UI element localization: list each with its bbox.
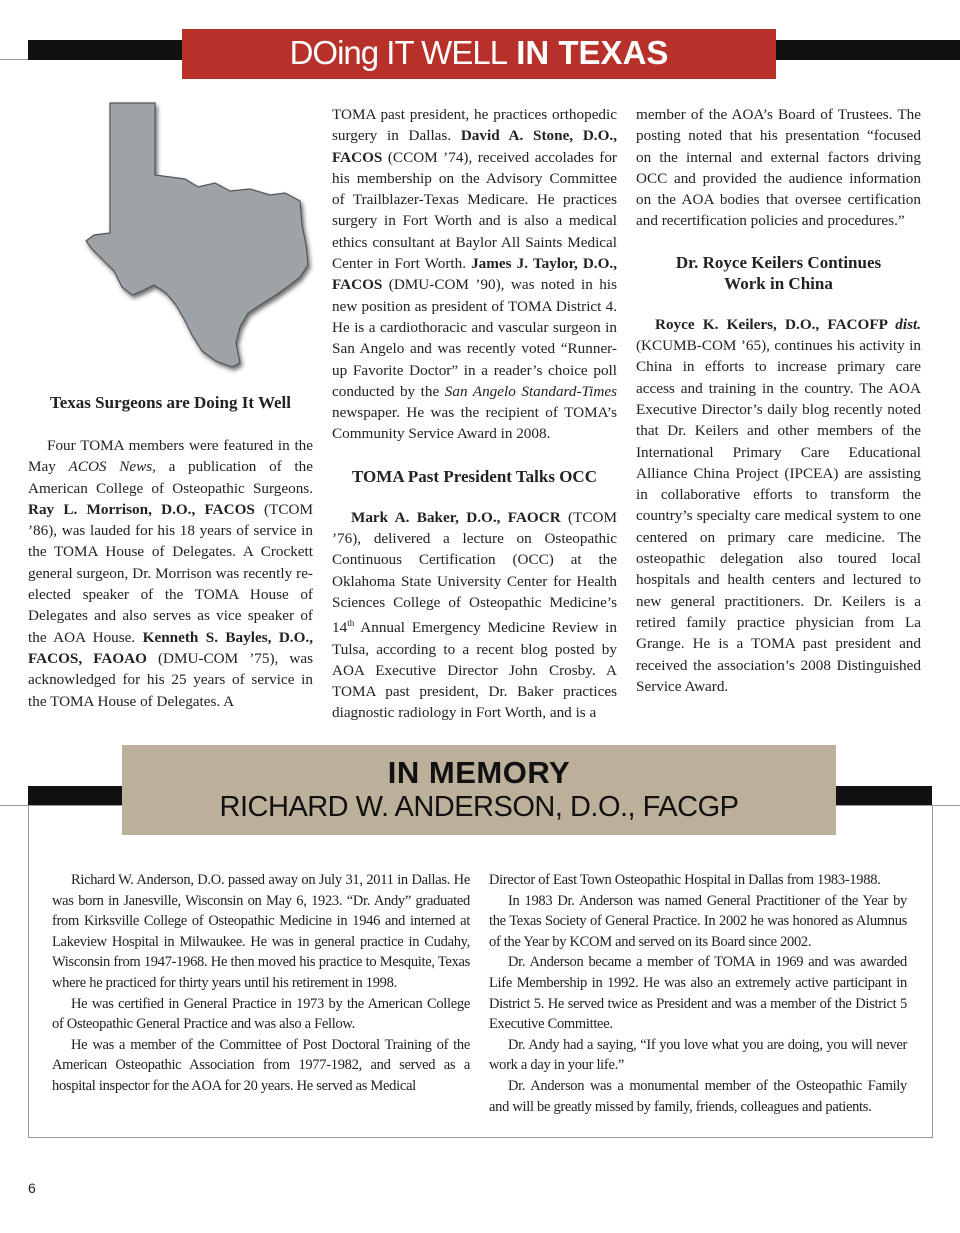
col2-heading: TOMA Past President Talks OCC bbox=[352, 466, 597, 486]
column-1 bbox=[28, 392, 313, 712]
column-2 bbox=[332, 104, 617, 724]
memory-rule-right bbox=[932, 805, 960, 806]
header-banner bbox=[182, 29, 776, 79]
text-run: newspaper. He was the recipient of TOMA’s Community Service Award in 2008. bbox=[332, 404, 617, 443]
header-left-bar bbox=[28, 40, 188, 60]
memory-right-paragraph-1: Director of East Town Osteopathic Hospital in Dallas from 1983-1988. bbox=[489, 872, 881, 888]
col3-heading-line-2: Work in China bbox=[724, 273, 833, 293]
text-run: (TCOM ’86), was lauded for his 18 years of service in the TOMA House of Delegates. A Crockett general surgeon, Dr. Morrison was recently re-elected speaker of the TOMA House of Delegates and also serves as vice speaker of the AOA House. bbox=[28, 500, 313, 646]
memory-left-bar bbox=[28, 786, 128, 806]
header-title-light: DOing IT WELL bbox=[289, 34, 508, 71]
member-name: James J. Taylor, D.O., FACOS bbox=[332, 255, 618, 294]
col2-paragraph-1 bbox=[332, 104, 617, 445]
member-name: Mark A. Baker, D.O., FAOCR bbox=[351, 508, 561, 526]
memory-title: IN MEMORY bbox=[387, 755, 571, 790]
member-name: Royce K. Keilers, D.O., FACOFP bbox=[655, 315, 896, 333]
memory-banner bbox=[122, 745, 836, 835]
ordinal-suffix: th bbox=[347, 618, 355, 629]
publication-name: San Angelo Standard-Times bbox=[444, 382, 617, 400]
text-run: Annual Emergency Medicine Review in Tulsa, according to a recent blog posted by AOA Executive Director John Crosby. A TOMA past president, Dr. Baker practices diagnostic radiology in Fort Worth, and is a bbox=[332, 619, 617, 722]
member-name: Ray L. Morrison, D.O., FACOS bbox=[28, 500, 255, 518]
memory-left-paragraph-1: Richard W. Anderson, D.O. passed away on July 31, 2011 in Dallas. He was born in Janesville, Wisconsin on May 6, 1923. “Dr. Andy” graduated from Kirksville College of Osteopathic Medicine in 1946 and interned at Lakeview Hospital in Milwaukee. He was in general practice in Cudahy, Wisconsin from 1947-1968. He then moved his practice to Mesquite, Texas where he practiced for thirty years until his retirement in 1998. bbox=[52, 872, 470, 991]
text-run: (CCOM ’74), received accolades for his membership on the Advisory Committee of Trailblazer-Texas Medicare. He practices surgery in Fort Worth and is also a medical ethics consultant at Baylor All Saints Medical Center in Fort Worth. bbox=[332, 148, 617, 273]
col1-paragraph bbox=[28, 435, 313, 712]
col1-heading: Texas Surgeons are Doing It Well bbox=[49, 393, 292, 412]
memory-right-bar bbox=[832, 786, 932, 806]
member-name: David A. Stone, D.O., FACOS bbox=[332, 127, 617, 166]
header-right-bar bbox=[770, 40, 960, 60]
text-run: Four TOMA members were featured in the May bbox=[28, 437, 313, 476]
text-run: TOMA past president, he practices orthopedic surgery in Dallas. bbox=[332, 106, 617, 145]
memory-subtitle: RICHARD W. ANDERSON, D.O., FACGP bbox=[219, 791, 739, 823]
memory-column-right bbox=[489, 870, 907, 1117]
texas-map-illustration bbox=[80, 95, 325, 380]
col3-paragraph-2 bbox=[636, 314, 921, 697]
col3-paragraph-1: member of the AOA’s Board of Trustees. The posting noted that his presentation “focused on the internal and external factors driving OCC and provided the audience information on the AOA bodies that oversee certification and recertification policies and procedures.” bbox=[636, 106, 921, 230]
memory-left-paragraph-3: He was a member of the Committee of Post Doctoral Training of the American Osteopathic Association from 1977-1982, and served as a hospital inspector for the AOA for 20 years. He served as Medical bbox=[52, 1036, 470, 1094]
publication-name: ACOS News bbox=[68, 458, 153, 476]
text-run: (TCOM ’76), delivered a lecture on Osteopathic Continuous Certification (OCC) at the Oklahoma State University Center for Health Sciences College of Osteopathic Medicine’s 14 bbox=[332, 508, 617, 637]
memory-rule-left bbox=[0, 805, 28, 806]
memory-right-paragraph-5: Dr. Anderson was a monumental member of the Osteopathic Family and will be greatly missed by family, friends, colleagues and patients. bbox=[489, 1077, 907, 1115]
text-run: (DMU-COM ’75), was acknowledged for his 25 years of service in the TOMA House of Delegates. A bbox=[28, 649, 313, 710]
col3-heading-line-1: Dr. Royce Keilers Continues bbox=[675, 252, 882, 272]
text-run: , a publication of the American College of Osteopathic Surgeons. bbox=[28, 458, 313, 497]
column-3 bbox=[636, 104, 921, 697]
member-name: Kenneth S. Bayles, D.O., FACOS, FAOAO bbox=[28, 628, 314, 667]
memory-right-paragraph-3: Dr. Anderson became a member of TOMA in 1969 and was awarded Life Membership in 1992. He was also an extremely active participant in District 5. He served twice as President and was a member of the District 5 Executive Committee. bbox=[489, 954, 907, 1033]
header-title-bold: IN TEXAS bbox=[516, 34, 669, 71]
page-number: 6 bbox=[28, 1180, 36, 1196]
text-run: (DMU-COM ’90), was noted in his new position as president of TOMA District 4. He is a cardiothoracic and vascular surgeon in San Angelo and was recently voted “Runner-up Favorite Doctor” in a reader’s choice poll conducted by the bbox=[332, 276, 617, 400]
memory-right-paragraph-2: In 1983 Dr. Anderson was named General Practitioner of the Year by the Texas Society of General Practice. In 2002 he was honored as Alumnus of the Year by KCOM and served on its Board since 2002. bbox=[489, 892, 907, 950]
header-rule-left bbox=[0, 59, 28, 60]
memory-column-left bbox=[52, 870, 470, 1097]
distinction-label: dist. bbox=[895, 315, 921, 333]
text-run: (KCUMB-COM ’65), continues his activity in China in efforts to increase primary care access and training in the country. The AOA Executive Director’s daily blog recently noted that Dr. Keilers and other members of the International Primary Care Educational Alliance China Project (IPCEA) are assisting in collaborative efforts to transform the country’s specialty care medical system to one centered on primary care medicine. The osteopathic delegation also toured local hospitals and health centers and lectured to new general practitioners. Dr. Keilers is a retired family practice physician from La Grange. He is a TOMA past president and received the association’s 2008 Distinguished Service Award. bbox=[636, 337, 921, 695]
memory-right-paragraph-4: Dr. Andy had a saying, “If you love what you are doing, you will never work a day in your life.” bbox=[489, 1036, 907, 1074]
memory-left-paragraph-2: He was certified in General Practice in 1973 by the American College of Osteopathic General Practice and was also a Fellow. bbox=[52, 995, 470, 1033]
col2-paragraph-2 bbox=[332, 507, 617, 724]
